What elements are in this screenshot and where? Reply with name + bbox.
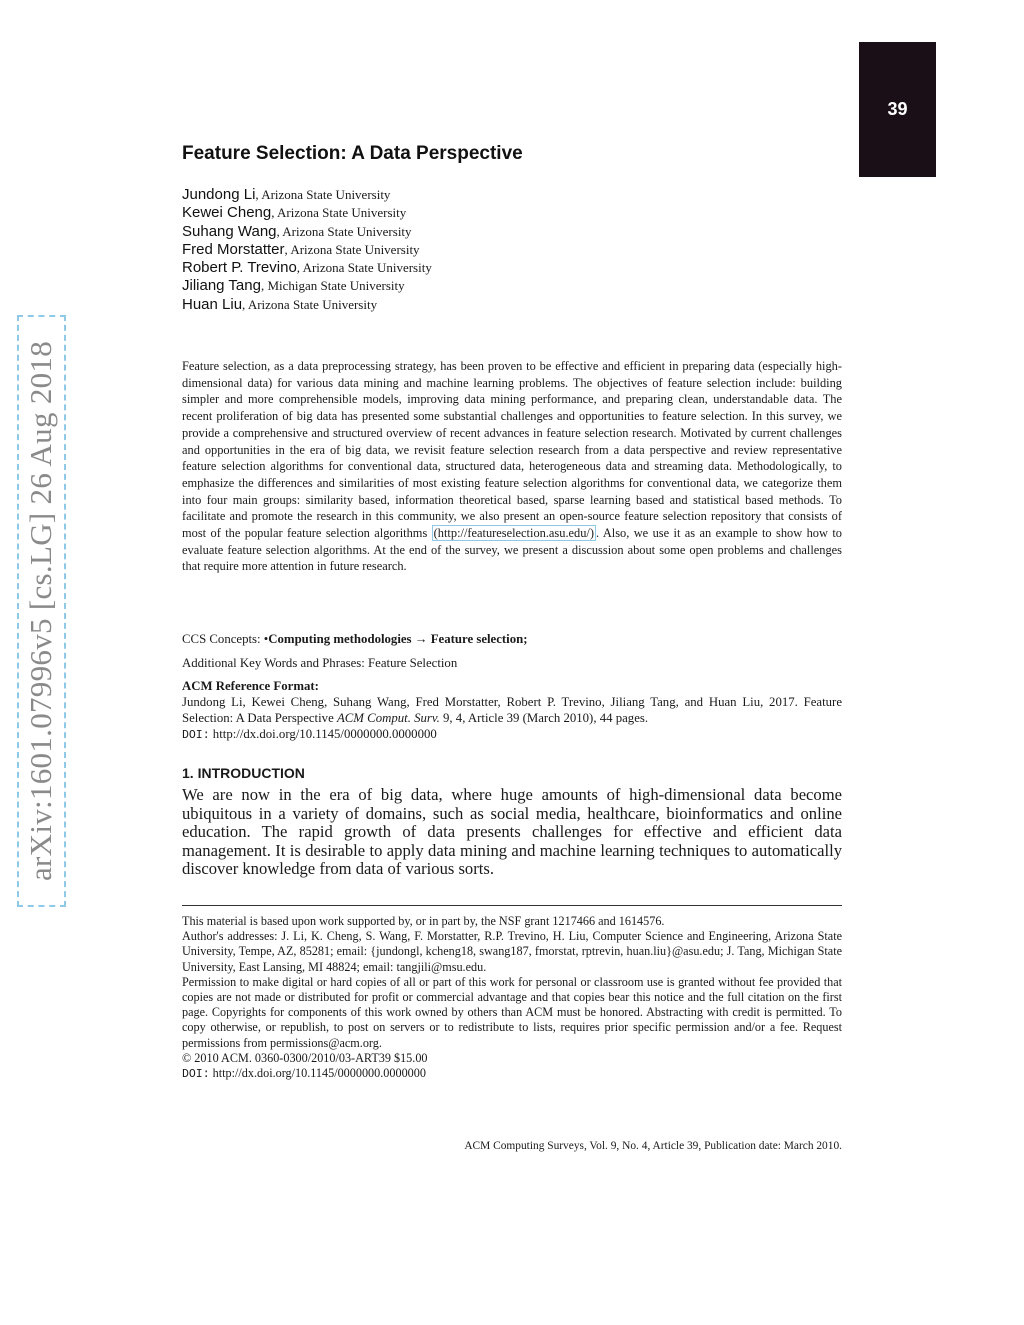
page-number: 39 [887,99,908,119]
footnote-doi [182,1066,842,1082]
author-line [182,296,842,314]
arxiv-stamp[interactable] [17,315,66,907]
author-line [182,259,842,277]
ccs-subconcept: Feature selection; [430,632,528,646]
doi-label: DOI: [182,1068,210,1082]
section-heading: 1. INTRODUCTION [182,765,305,781]
keywords: Additional Key Words and Phrases: Feature Selection [182,656,458,670]
doi-label: DOI: [182,729,210,742]
author-line [182,186,842,204]
author-affiliation: , Arizona State University [255,187,391,202]
author-affiliation: , Arizona State University [271,205,407,221]
author-name: Huan Liu [182,295,243,313]
ccs-bullet: • [263,632,269,646]
author-name: Robert P. Trevino [182,259,297,277]
acm-reference [182,694,842,744]
page-number-tab [859,42,936,177]
acm-reference-journal: ACM Comput. Surv. [336,711,440,725]
author-line [182,204,842,222]
author-name: Jiliang Tang [182,277,261,295]
ccs-concepts [182,631,842,647]
author-affiliation: , Arizona State University [276,223,412,239]
footnote-addresses: Author's addresses: J. Li, K. Cheng, S. Wang, F. Morstatter, R.P. Trevino, H. Liu, Computer Science and Engineering, Arizona State University, Tempe, AZ, 85281; email: {jundongl, kcheng18, swang187, fmorstat, rptrevin, huan.liu}@asu.edu; J. Tang, Michigan State University, East Lansing, MI 48824; email: tangjili@msu.edu. [182,929,842,974]
abstract-text: Feature selection, as a data preprocessing strategy, has been proven to be effective and efficient in preparing data (especially high-dimensional data) for various data mining and machine learning problems. The objectives of feature selection include: building simpler and more comprehensible models, improving data mining performance, and preparing clean, understandable data. The recent proliferation of big data has presented some substantial challenges and opportunities to feature selection. In this survey, we provide a comprehensive and structured overview of recent advances in feature selection research. Motivated by current challenges and opportunities in the era of big data, we revisit feature selection research from a data perspective and review representative feature selection algorithms for conventional data, structured data, heterogeneous data and streaming data. Methodologically, to emphasize the differences and similarities of most existing feature selection algorithms for conventional data, we categorize them into four main groups: similarity based, information theoretical based, sparse learning based and statistical based methods. To facilitate and promote the research in this community, we also present an open-source feature selection repository that consists of most of the popular feature selection algorithms [182,359,842,541]
ccs-concept: Computing methodologies [268,632,412,646]
author-affiliation: , Arizona State University [242,296,378,312]
author-name: Kewei Cheng [182,204,272,222]
author-line [182,223,842,241]
author-affiliation: , Arizona State University [284,241,420,257]
arxiv-stamp-text: arXiv:1601.07996v5 [cs.LG] 26 Aug 2018 [23,340,59,882]
author-line [182,241,842,259]
footnote-copyright: © 2010 ACM. 0360-0300/2010/03-ART39 $15.00 [182,1050,428,1065]
ccs-label: CCS Concepts: [182,632,264,646]
abstract [182,358,842,575]
footnote-permission: Permission to make digital or hard copies of all or part of this work for personal or classroom use is granted without fee provided that copies are not made or distributed for profit or commercial advantage and that copies bear this notice and the full citation on the first page. Copyrights for components of this work owned by others than ACM must be honored. Abstracting with credit is permitted. To copy otherwise, or republish, to post on servers or to redistribute to lists, requires prior specific permission and/or a fee. Request permissions from permissions@acm.org. [182,974,842,1050]
introduction-paragraph: We are now in the era of big data, where huge amounts of high-dimensional data become ubiquitous in a variety of domains, such as social media, healthcare, bioinformatics and online education. The rapid growth of data presents challenges for effective and efficient data management. It is desirable to apply data mining and machine learning techniques to automatically discover knowledge from data of various sorts. [182,785,842,878]
author-list [182,186,842,314]
journal-footer: ACM Computing Surveys, Vol. 9, No. 4, Article 39, Publication date: March 2010. [464,1140,842,1152]
doi-link[interactable]: http://dx.doi.org/10.1145/0000000.0000000 [209,1066,426,1081]
author-name: Jundong Li [182,186,256,203]
author-affiliation: , Michigan State University [260,278,405,294]
acm-reference-heading: ACM Reference Format: [182,679,319,693]
abstract-text-end: . Also, we use it as an example to show how to evaluate feature selection algorithms. At the end of the survey, we present a discussion about some open problems and challenges that require more attention in future research. [182,526,842,574]
author-affiliation: , Arizona State University [296,260,432,276]
paper-title: Feature Selection: A Data Perspective [182,143,523,164]
doi-link[interactable]: http://dx.doi.org/10.1145/0000000.0000000 [209,727,437,741]
author-line [182,277,842,295]
footnote-block [182,914,842,1082]
footnote-divider [182,905,842,906]
acm-reference-text-end: 9, 4, Article 39 (March 2010), 44 pages. [439,711,649,725]
footnote-support: This material is based upon work supported by, or in part by, the NSF grant 1217466 and 1614576. [182,914,665,928]
acm-reference-text: Jundong Li, Kewei Cheng, Suhang Wang, Fred Morstatter, Robert P. Trevino, Jiliang Tang, and Huan Liu, 2017. Feature Selection: A Data Perspective [182,695,842,725]
author-name: Suhang Wang [182,222,277,240]
repository-link[interactable]: (http://featureselection.asu.edu/) [433,526,594,541]
author-name: Fred Morstatter [182,240,285,258]
ccs-arrow: → [411,632,431,646]
